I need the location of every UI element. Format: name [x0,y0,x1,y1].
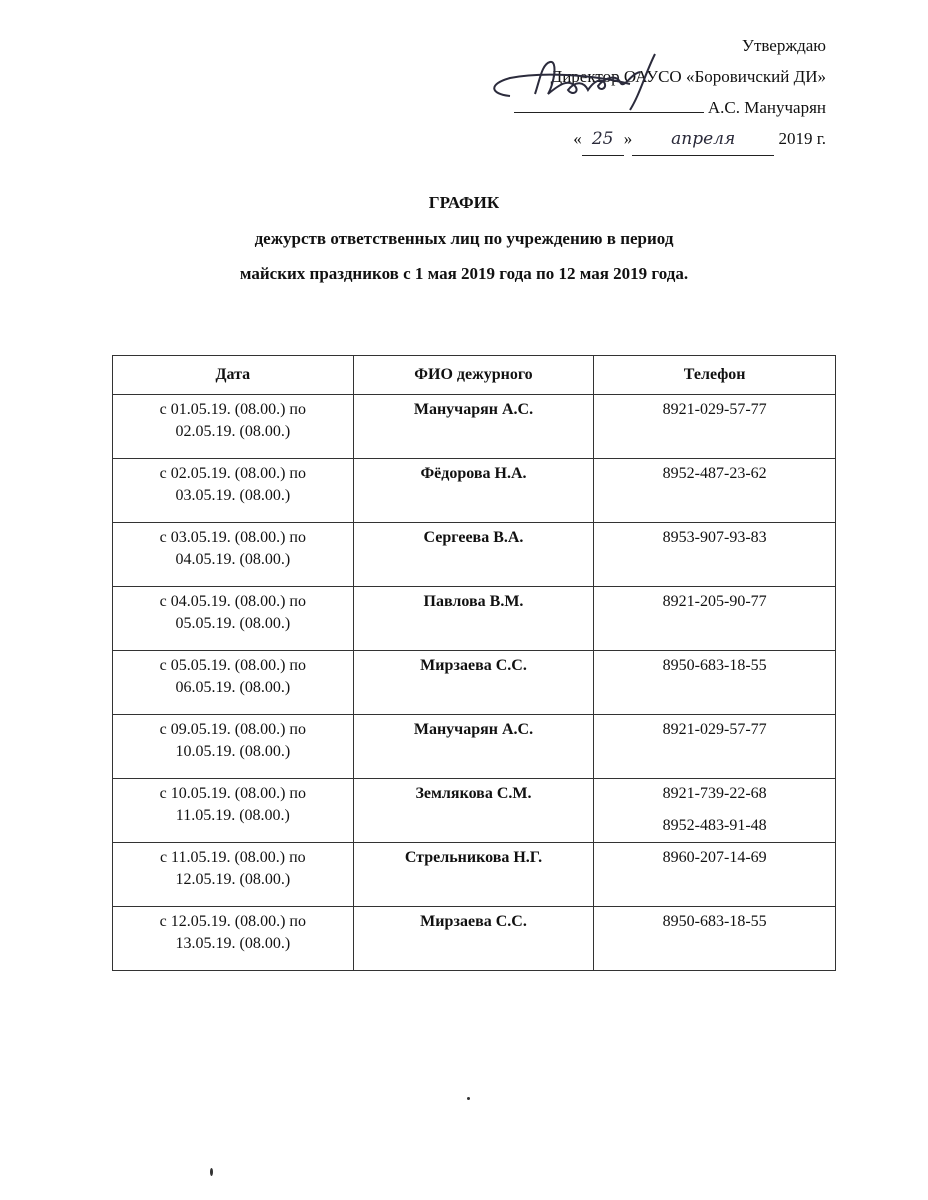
document-title [0,193,928,284]
name-cell: Фёдорова Н.А. [353,459,594,523]
phone-cell [594,523,836,587]
header-phone: Телефон [594,356,836,395]
table-header-row [113,356,836,395]
phone-cell [594,459,836,523]
header-date: Дата [113,356,354,395]
duty-schedule-table [112,355,836,971]
phone-cell [594,843,836,907]
handwritten-signature [480,44,680,114]
date-start: с 02.05.19. (08.00.) по [159,465,306,482]
scan-speck [467,1097,470,1100]
director-title: Директор ОАУСО «Боровичский ДИ» [550,67,826,86]
name-cell: Сергеева В.А. [353,523,594,587]
date-quote-close: » [623,129,633,148]
table-row [113,395,836,459]
date-cell [113,843,354,907]
date-start: с 09.05.19. (08.00.) по [159,721,306,738]
phone-number: 8952-483-91-48 [662,817,767,834]
table-row [113,651,836,715]
date-month: апреля [632,124,774,156]
phone-number: 8921-205-90-77 [662,593,767,610]
phone-number: 8950-683-18-55 [662,913,767,930]
phone-cell [594,907,836,971]
name-cell: Павлова В.М. [353,587,594,651]
date-end: 05.05.19. (08.00.) [175,615,291,632]
date-day: 25 [582,124,624,156]
date-cell [113,459,354,523]
date-cell [113,651,354,715]
date-cell [113,523,354,587]
signer-name: А.С. Манучарян [707,98,826,117]
phone-cell [594,779,836,843]
phone-number: 8950-683-18-55 [662,657,767,674]
date-end: 12.05.19. (08.00.) [175,871,291,888]
phone-number: 8921-739-22-68 [662,785,767,802]
title-heading: ГРАФИК [428,193,500,212]
date-cell [113,715,354,779]
phone-number: 8921-029-57-77 [662,721,767,738]
date-year: 2019 г. [778,129,826,148]
date-start: с 04.05.19. (08.00.) по [159,593,306,610]
table-row [113,459,836,523]
date-end: 10.05.19. (08.00.) [175,743,291,760]
approval-date [514,123,826,156]
date-start: с 03.05.19. (08.00.) по [159,529,306,546]
table-row [113,587,836,651]
phone-number: 8953-907-93-83 [662,529,767,546]
date-end: 02.05.19. (08.00.) [175,423,291,440]
table-row [113,843,836,907]
date-cell [113,779,354,843]
name-cell: Мирзаева С.С. [353,907,594,971]
date-end: 13.05.19. (08.00.) [175,935,291,952]
phone-cell [594,587,836,651]
title-subtitle-2: майских праздников с 1 мая 2019 года по 12 мая 2019 года. [239,264,689,283]
name-cell: Мирзаева С.С. [353,651,594,715]
date-end: 11.05.19. (08.00.) [175,807,290,824]
approval-caption: Утверждаю [741,36,826,55]
table-row [113,779,836,843]
date-start: с 01.05.19. (08.00.) по [159,401,306,418]
phone-cell [594,651,836,715]
title-subtitle-1: дежурств ответственных лиц по учреждению в период [254,229,674,248]
date-end: 04.05.19. (08.00.) [175,551,291,568]
table-row [113,523,836,587]
header-name: ФИО дежурного [353,356,594,395]
phone-number: 8921-029-57-77 [662,401,767,418]
phone-cell [594,715,836,779]
date-cell [113,907,354,971]
date-end: 03.05.19. (08.00.) [175,487,291,504]
name-cell: Манучарян А.С. [353,715,594,779]
table-row [113,715,836,779]
date-start: с 11.05.19. (08.00.) по [159,849,306,866]
date-quote-open: « [573,129,582,148]
date-start: с 05.05.19. (08.00.) по [159,657,306,674]
phone-number: 8952-487-23-62 [662,465,767,482]
date-cell [113,395,354,459]
table-row [113,907,836,971]
scan-speck [210,1168,213,1176]
name-cell: Манучарян А.С. [353,395,594,459]
name-cell: Землякова С.М. [353,779,594,843]
date-end: 06.05.19. (08.00.) [175,679,291,696]
date-start: с 10.05.19. (08.00.) по [159,785,306,802]
date-cell [113,587,354,651]
phone-number: 8960-207-14-69 [662,849,767,866]
date-start: с 12.05.19. (08.00.) по [159,913,306,930]
name-cell: Стрельникова Н.Г. [353,843,594,907]
phone-cell [594,395,836,459]
